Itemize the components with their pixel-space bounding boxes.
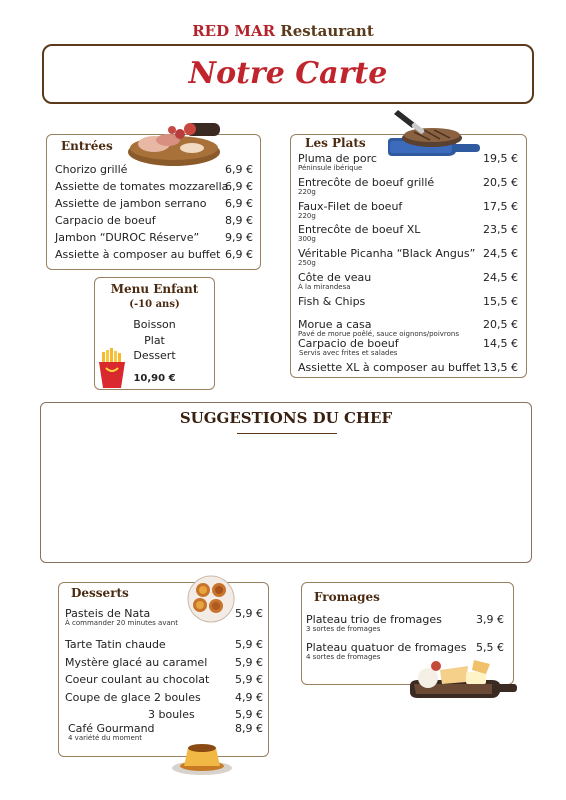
item-name: Pasteis de Nata [65, 607, 151, 620]
item-description: À commander 20 minutes avant [65, 619, 178, 627]
item-price: 8,9 € [235, 722, 263, 735]
item-name: Assiette de tomates mozzarella [55, 180, 229, 193]
item-name: 3 boules [148, 708, 195, 721]
item-name: Café Gourmand [68, 722, 155, 735]
item-price: 5,5 € [476, 641, 504, 654]
item-price: 5,9 € [235, 638, 263, 651]
item-name: Faux-Filet de boeuf [298, 200, 403, 213]
item-price: 24,5 € [483, 271, 518, 284]
item-name: Coupe de glace 2 boules [65, 691, 201, 704]
restaurant-name [0, 22, 566, 40]
entrees-title: Entrées [61, 139, 113, 153]
item-name: Carpacio de boeuf [55, 214, 156, 227]
menu-enfant-line: Dessert [133, 349, 176, 362]
desserts-title: Desserts [71, 586, 129, 600]
item-name: Plateau quatuor de fromages [306, 641, 467, 654]
item-name: Plateau trio de fromages [306, 613, 442, 626]
item-price: 9,9 € [225, 231, 253, 244]
desserts-section [58, 582, 269, 757]
item-name: Véritable Picanha “Black Angus” [298, 247, 476, 260]
item-price: 4,9 € [235, 691, 263, 704]
item-price: 6,9 € [225, 163, 253, 176]
flan-icon [170, 738, 234, 776]
item-description: À la mirandesa [298, 283, 351, 291]
suggestions-title: SUGGESTIONS DU CHEF [179, 409, 393, 427]
item-name: Entrecôte de boeuf grillé [298, 176, 435, 189]
item-price: 15,5 € [483, 295, 518, 308]
item-name: Pluma de porc [298, 152, 377, 165]
item-description: 300g [298, 235, 316, 243]
item-name: Côte de veau [298, 271, 372, 284]
charcuterie-board-icon [124, 118, 224, 170]
item-price: 17,5 € [483, 200, 518, 213]
item-name: Tarte Tatin chaude [65, 638, 166, 651]
item-name: Carpacio de boeuf [298, 337, 399, 350]
item-name: Jambon “DUROC Réserve” [55, 231, 200, 244]
item-price: 23,5 € [483, 223, 518, 236]
item-description: Péninsule ibérique [298, 164, 363, 172]
item-name: Chorizo grillé [55, 163, 128, 176]
brand-name: RED MAR [192, 22, 276, 40]
item-description: 4 variété du moment [68, 734, 143, 742]
item-name: Entrecôte de boeuf XL [298, 223, 421, 236]
item-price: 5,9 € [235, 656, 263, 669]
pastel-de-nata-icon [186, 574, 236, 624]
item-price: 5,9 € [235, 673, 263, 686]
item-price: 5,9 € [235, 708, 263, 721]
item-price: 8,9 € [225, 214, 253, 227]
item-price: 3,9 € [476, 613, 504, 626]
page-title: Notre Carte [188, 56, 388, 91]
item-description: Pavé de morue poêlé, sauce oignons/poivrons [298, 330, 460, 338]
fries-icon [96, 348, 128, 390]
item-description: 3 sortes de fromages [306, 625, 381, 633]
item-price: 20,5 € [483, 176, 518, 189]
item-price: 6,9 € [225, 180, 253, 193]
item-name: Coeur coulant au chocolat [65, 673, 210, 686]
menu-banner [42, 44, 534, 104]
item-name: Fish & Chips [298, 295, 366, 308]
fromages-title: Fromages [314, 590, 380, 604]
title-divider [237, 433, 337, 434]
item-price: 5,9 € [235, 607, 263, 620]
item-price: 13,5 € [483, 361, 518, 374]
item-price: 24,5 € [483, 247, 518, 260]
item-price: 19,5 € [483, 152, 518, 165]
menu-enfant-title: Menu Enfant [110, 282, 199, 296]
menu-enfant-price: 10,90 € [133, 373, 176, 384]
item-description: Servis avec frites et salades [299, 349, 398, 357]
item-price: 20,5 € [483, 318, 518, 331]
item-name: Mystère glacé au caramel [65, 656, 208, 669]
item-description: 220g [298, 188, 316, 196]
item-name: Assiette de jambon serrano [55, 197, 207, 210]
item-price: 14,5 € [483, 337, 518, 350]
item-price: 6,9 € [225, 248, 253, 261]
steak-board-icon [386, 108, 482, 158]
plats-title: Les Plats [305, 136, 366, 150]
item-name: Morue a casa [298, 318, 372, 331]
item-description: 250g [298, 259, 316, 267]
item-price: 6,9 € [225, 197, 253, 210]
menu-enfant-subtitle: (-10 ans) [129, 299, 180, 310]
plats-section [290, 134, 527, 378]
cheese-board-icon [406, 652, 518, 704]
restaurant-label: Restaurant [280, 22, 374, 40]
item-description: 4 sortes de fromages [306, 653, 381, 661]
menu-enfant-line: Plat [144, 334, 165, 347]
item-name: Assiette à composer au buffet [55, 248, 221, 261]
item-name: Assiette XL à composer au buffet [298, 361, 481, 374]
menu-enfant-line: Boisson [133, 318, 176, 331]
item-description: 220g [298, 212, 316, 220]
suggestions-section [40, 402, 532, 563]
